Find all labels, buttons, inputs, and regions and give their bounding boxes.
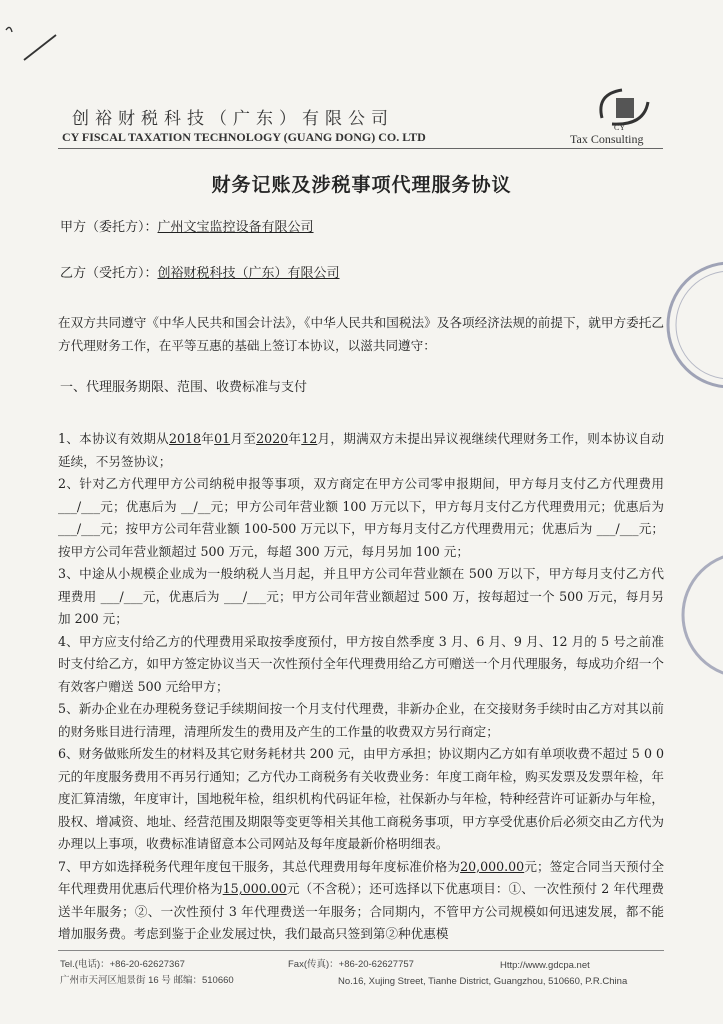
company-name-en: CY FISCAL TAXATION TECHNOLOGY (GUANG DONG) CO. LTD (62, 130, 426, 144)
end-year: 2020 (256, 431, 289, 446)
footer-fax: Fax(传真)：+86-20-62627757 (288, 959, 414, 970)
clause-7: 7、甲方如选择税务代理年度包干服务，其总代理费用每年度标准价格为20,000.00元；签定合同当天预付全年代理费用优惠后代理价格为15,000.00元（不含税）；还可选择以下优惠项目：①、一次性预付 2 年代理费送半年服务；②、一次性预付 3 年代理费送一年服务；合同期内，不管甲方公司规模如何迅速发展，都不能增加服务费。考虑到鉴于企业发展过快，我们最高只签到第②种优惠模 (58, 858, 664, 941)
svg-text:CY: CY (614, 123, 626, 132)
clause-1: 1、本协议有效期从2018年01月至2020年12月，期满双方未提出异议视继续代理财务工作，则本协议自动延续，不另签协议； (58, 431, 665, 469)
clause-2: 2、针对乙方代理甲方公司纳税申报等事项，双方商定在甲方公司零申报期间，甲方每月支付乙方代理费用 ___/___元；优惠后为 __/__元；甲方公司年营业额 100 万元以下，甲方每月支付乙方代理费用元；优惠后为 ___/___元；按甲方公司年营业额 100-500 万元以下，甲方每月支付乙方代理费用元；优惠后为 ___/___元；按甲方公司年营业额超过 500 万元，每超 300 万元，每月另加 100 元； (58, 476, 664, 559)
tax-consulting-tag: Tax Consulting (570, 132, 644, 146)
footer-address-en: No.16, Xujing Street, Tianhe District, Guangzhou, 510660, P.R.China (338, 976, 628, 987)
company-name-cn: 创裕财税科技（广东）有限公司 (72, 109, 394, 129)
party-a-label: 甲方（委托方）： (60, 220, 158, 235)
footer-tel: Tel.(电话)：+86-20-62627367 (60, 959, 185, 970)
end-month: 12 (301, 431, 318, 446)
footer-divider (58, 950, 664, 951)
clause-6: 6、财务做账所发生的材料及其它财务耗材共 200 元，由甲方承担；协议期内乙方如有单项收费不超过 5 0 0 元的年度服务费用不再另行通知；乙方代办工商税务有关收费业务：年度工商年检，购买发票及发票年检，年度汇算清缴，年度审计，国地税年检，组织机构代码证年检，社保新办与年检，特种经营许可证新办与年检，股权、增减资、地址、经营范围及期限等变更等相关其他工商税务事项，甲方享受优惠价后必须交由乙方代为办理以上事项，收费标准请留意本公司网站及每年度最新价格明细表。 (58, 746, 664, 851)
section-heading: 一、代理服务期限、范围、收费标准与支付 (60, 380, 308, 395)
clause-3: 3、中途从小规模企业成为一般纳税人当月起，并且甲方公司年营业额在 500 万以下，甲方每月支付乙方代理费用 ___/___元，优惠后为 ___/___元；甲方公司年营业额超过 500 万，按每超过一个 500 万元，每月另加 200 元； (58, 566, 664, 626)
party-b-label: 乙方（受托方）： (60, 266, 158, 281)
preamble: 在双方共同遵守《中华人民共和国会计法》，《中华人民共和国税法》及各项经济法规的前提下，就甲方委托乙方代理财务工作，在平等互惠的基础上签订本协议，以滋共同遵守： (58, 315, 664, 353)
party-b (60, 262, 340, 281)
footer-address-cn: 广州市天河区旭景街 16 号 邮编：510660 (60, 975, 234, 986)
clause-5: 5、新办企业在办理税务登记手续期间按一个月支付代理费，非新办企业，在交接财务手续时由乙方对其以前的财务账目进行清理，清理所发生的费用及产生的工作量的收费双方另行商定； (58, 701, 664, 739)
clause-4: 4、甲方应支付给乙方的代理费用采取按季度预付，甲方按自然季度 3 月、6 月、9 月、12 月的 5 号之前准时支付给乙方，如甲方签定协议当天一次性预付全年代理费用给乙方可赠送一个月代理服务，每成功介绍一个有效客户赠送 500 元给甲方； (58, 633, 664, 694)
party-a (60, 216, 314, 235)
standard-price: 20,000.00 (460, 858, 525, 874)
company-seal-partial-2 (660, 545, 723, 685)
start-year: 2018 (169, 431, 202, 446)
company-logo (592, 84, 656, 132)
footer-website: Http://www.gdcpa.net (500, 960, 590, 971)
discount-price: 15,000.00 (222, 881, 287, 896)
party-b-name: 创裕财税科技（广东）有限公司 (157, 266, 340, 281)
document-title: 财务记账及涉税事项代理服务协议 (211, 174, 512, 196)
clauses (58, 428, 664, 946)
pen-mark (4, 20, 64, 70)
header-divider (58, 148, 663, 149)
start-month: 01 (214, 431, 231, 446)
party-a-name: 广州文宝监控设备有限公司 (157, 220, 314, 235)
company-seal-partial (645, 255, 723, 395)
